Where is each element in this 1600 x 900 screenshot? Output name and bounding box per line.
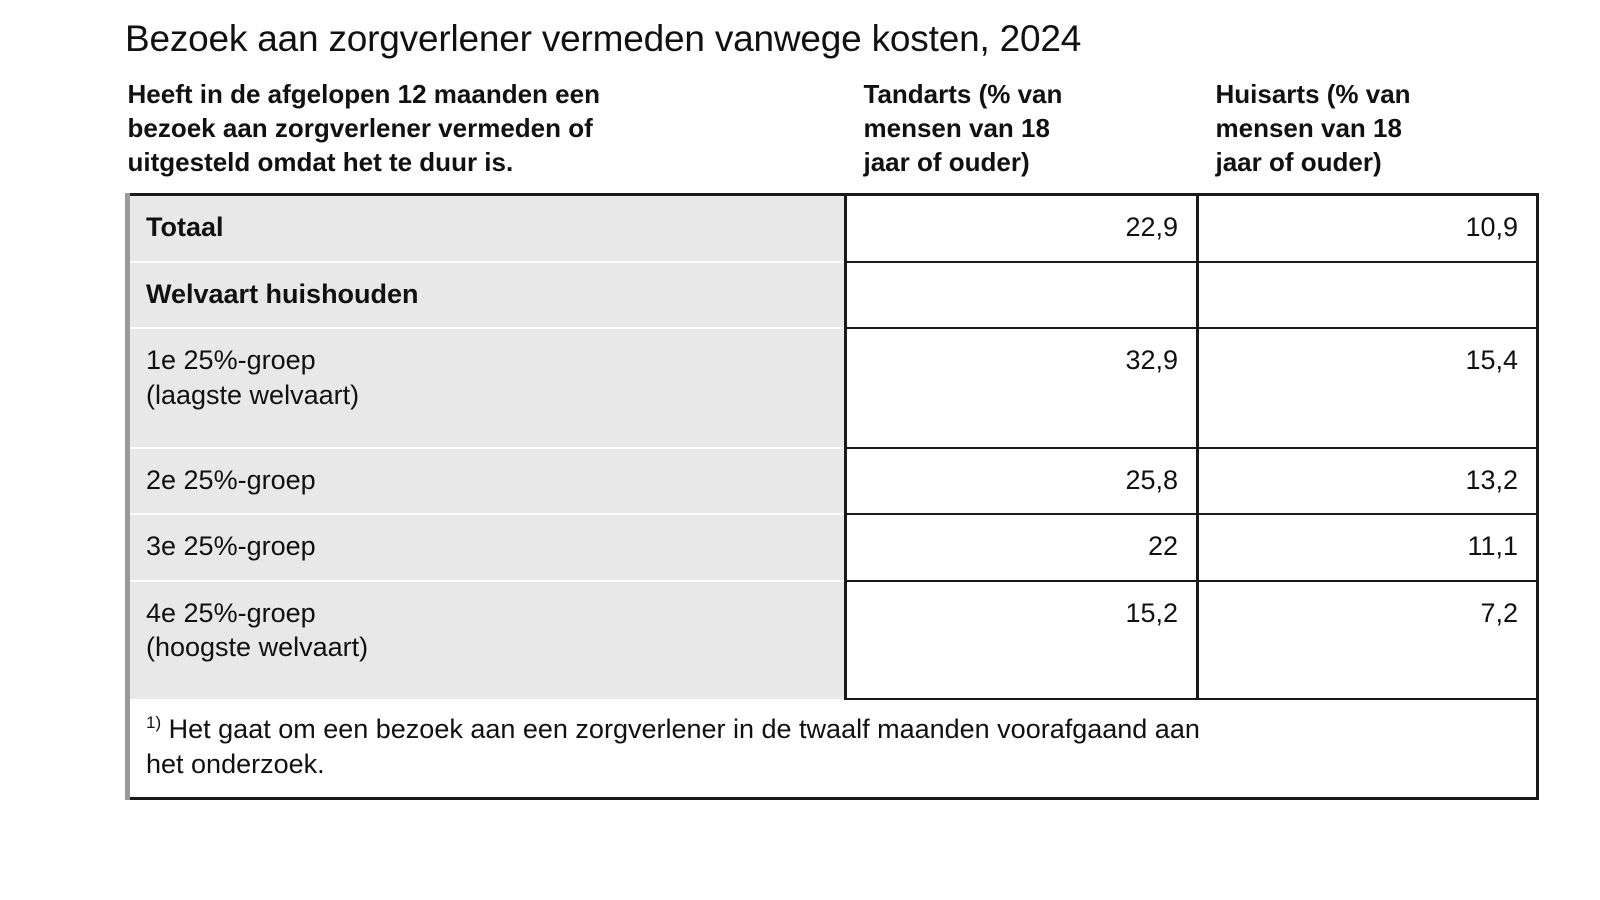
footnote-line2: het onderzoek. xyxy=(146,749,325,780)
row-label xyxy=(128,448,846,515)
cell-huisarts: 7,2 xyxy=(1198,581,1538,699)
table-header xyxy=(128,78,1538,195)
row-label xyxy=(128,262,846,329)
cell-huisarts: 11,1 xyxy=(1198,514,1538,581)
column-header-tandarts-line2: mensen van 18 xyxy=(863,112,1050,143)
row-label-text: Totaal xyxy=(146,212,224,243)
row-label-text: 4e 25%-groep xyxy=(146,597,316,628)
column-header-question xyxy=(128,78,846,195)
data-table xyxy=(125,78,1539,800)
column-header-question-line2: bezoek aan zorgverlener vermeden of xyxy=(127,112,593,143)
header-row xyxy=(128,78,1538,195)
row-label-text: 3e 25%-groep xyxy=(146,531,316,562)
table-footer xyxy=(128,699,1538,799)
row-label xyxy=(128,195,846,262)
table-body xyxy=(128,195,1538,699)
row-label xyxy=(128,581,846,699)
column-header-question-line1: Heeft in de afgelopen 12 maanden een xyxy=(127,79,600,109)
table-row xyxy=(128,262,1538,329)
row-label xyxy=(128,514,846,581)
cell-huisarts: 13,2 xyxy=(1198,448,1538,515)
cell-tandarts: 32,9 xyxy=(846,328,1198,447)
cell-tandarts: 15,2 xyxy=(846,581,1198,699)
row-label-text: 1e 25%-groep xyxy=(146,345,316,376)
footnote-marker: 1) xyxy=(146,712,162,732)
row-label-text: Welvaart huishouden xyxy=(146,278,419,309)
table-row xyxy=(128,448,1538,515)
row-label xyxy=(128,328,846,447)
cell-tandarts: 22,9 xyxy=(846,195,1198,262)
page-title: Bezoek aan zorgverlener vermeden vanwege kosten, 2024 xyxy=(125,18,1082,59)
row-label-subtext: (hoogste welvaart) xyxy=(146,632,369,663)
cell-tandarts xyxy=(846,262,1198,329)
table-row xyxy=(128,195,1538,262)
column-header-huisarts-line3: jaar of ouder) xyxy=(1215,146,1382,177)
footnote-line1: Het gaat om een bezoek aan een zorgverlener in de twaalf maanden voorafgaand aan xyxy=(168,713,1200,744)
row-label-text: 2e 25%-groep xyxy=(146,464,316,495)
table-row xyxy=(128,581,1538,699)
column-header-tandarts-line1: Tandarts (% van xyxy=(863,79,1063,109)
column-header-huisarts-line2: mensen van 18 xyxy=(1215,112,1402,143)
column-header-huisarts-line1: Huisarts (% van xyxy=(1215,79,1411,109)
table-row xyxy=(128,514,1538,581)
cell-huisarts xyxy=(1198,262,1538,329)
cell-huisarts: 15,4 xyxy=(1198,328,1538,447)
column-header-tandarts xyxy=(846,78,1198,195)
cell-huisarts: 10,9 xyxy=(1198,195,1538,262)
column-header-question-line3: uitgesteld omdat het te duur is. xyxy=(127,146,514,177)
cell-tandarts: 25,8 xyxy=(846,448,1198,515)
column-header-huisarts xyxy=(1198,78,1538,195)
row-label-subtext: (laagste welvaart) xyxy=(146,380,360,411)
footnote xyxy=(128,699,1538,799)
table-row xyxy=(128,328,1538,447)
cell-tandarts: 22 xyxy=(846,514,1198,581)
footnote-row xyxy=(128,699,1538,799)
column-header-tandarts-line3: jaar of ouder) xyxy=(863,146,1030,177)
